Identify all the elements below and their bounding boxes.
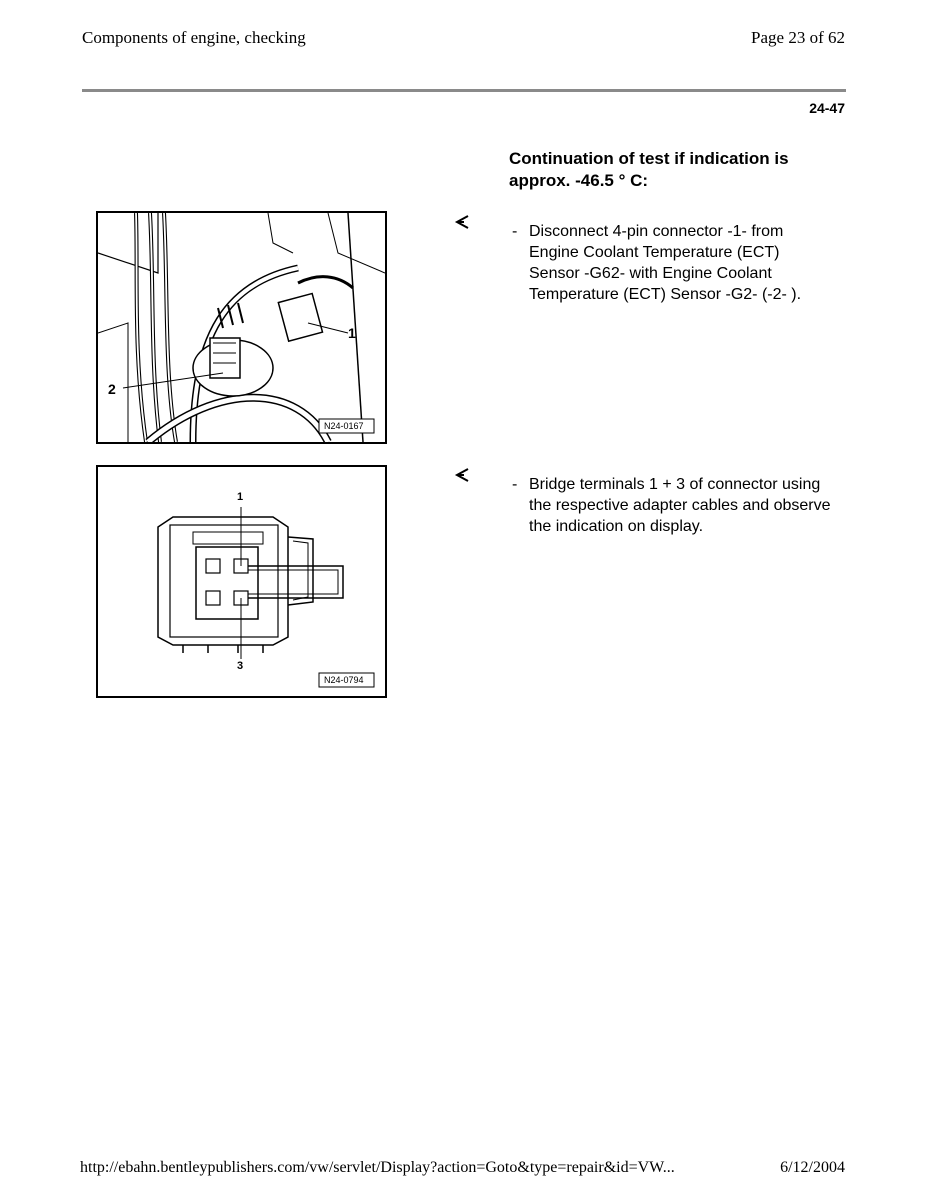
figure-engine-connector [96, 211, 387, 444]
step-pointer-icon [454, 214, 470, 230]
header-divider [82, 89, 846, 92]
callout-label: 1 [348, 325, 356, 341]
figure-code: N24-0167 [324, 421, 364, 431]
print-date: 6/12/2004 [780, 1159, 845, 1176]
step-text: Disconnect 4-pin connector -1- from Engine Coolant Temperature (ECT) Sensor -G62- with Engine Coolant Temperature (ECT) Sensor -G2- (-2- ). [529, 223, 802, 303]
document-title: Components of engine, checking [82, 28, 306, 47]
test-heading: Continuation of test if indication is approx. -46.5 ° C: [509, 149, 789, 190]
section-number: 24-47 [809, 100, 845, 116]
step-bullet: - [512, 476, 518, 493]
engine-connector-illustration [98, 213, 385, 442]
figure-connector-terminals [96, 465, 387, 698]
callout-label: 3 [237, 660, 244, 672]
step-pointer-icon [454, 467, 470, 483]
callout-label: 2 [108, 381, 116, 397]
figure-code: N24-0794 [324, 675, 364, 685]
page-number: Page 23 of 62 [751, 28, 845, 47]
callout-label: 1 [237, 491, 244, 503]
step-text: Bridge terminals 1 + 3 of connector using the respective adapter cables and observe the indication on display. [529, 476, 831, 535]
step-bullet: - [512, 223, 518, 240]
instruction-step [512, 474, 832, 537]
source-url: http://ebahn.bentleypublishers.com/vw/servlet/Display?action=Goto&type=repair&id=VW... [80, 1159, 675, 1176]
instruction-step [512, 221, 832, 305]
